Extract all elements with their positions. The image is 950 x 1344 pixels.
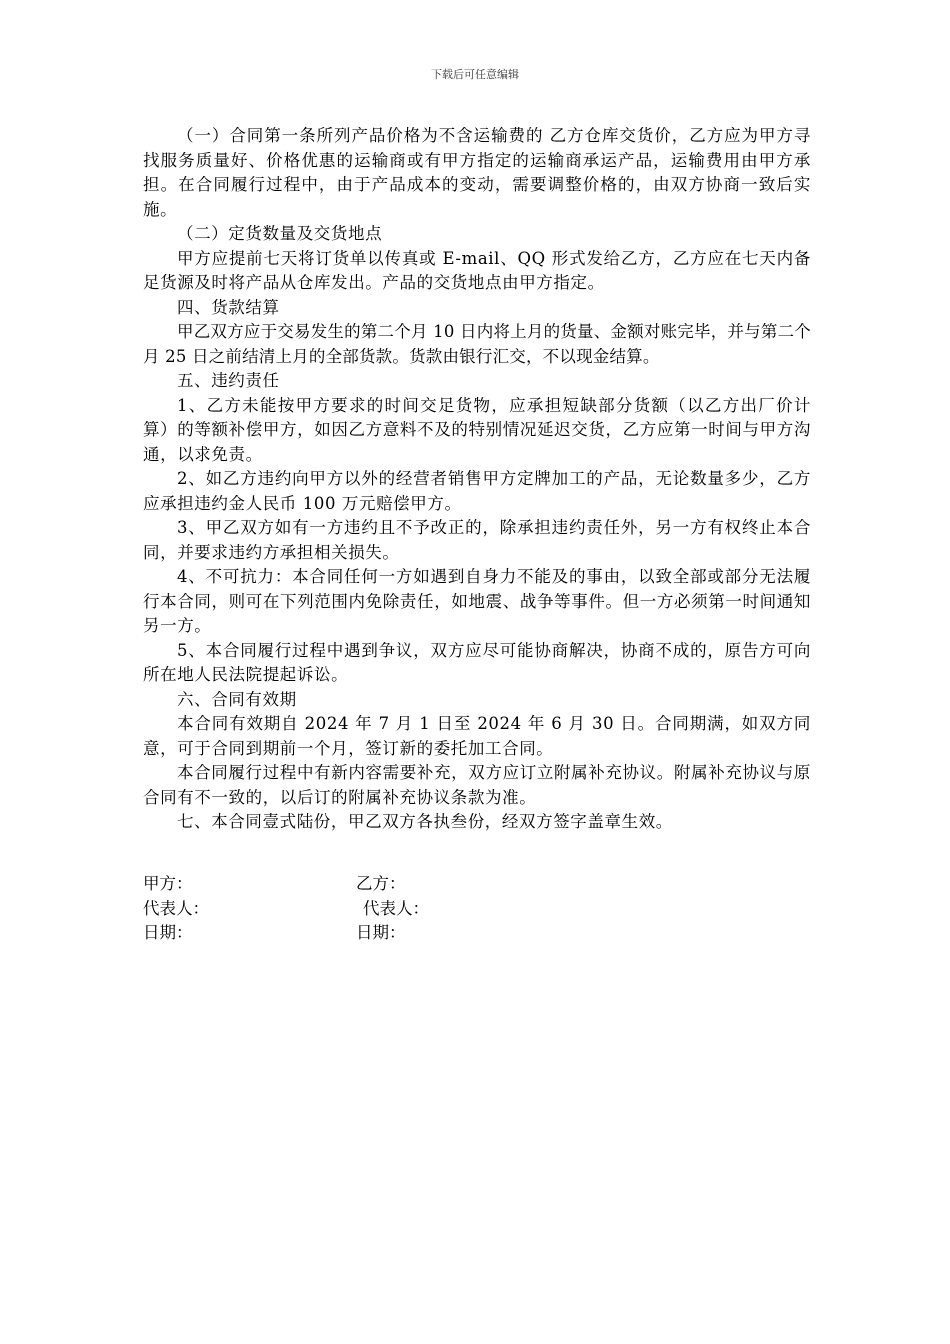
date-a-label: 日期： [143, 923, 193, 942]
date-b-label: 日期： [356, 923, 406, 942]
clause-copies: 七、本合同壹式陆份，甲乙双方各执叁份，经双方签字盖章生效。 [177, 812, 673, 831]
signature-row-date [143, 921, 811, 946]
clause-price: （一）合同第一条所列产品价格为不含运输费的 乙方仓库交货价，乙方应为甲方寻找服务质量好、价格优惠的运输商或有甲方指定的运输商承运产品，运输费用由甲方承担。在合同履行过程中，由于产品成本的变动，需要调整价格的，由双方协商一致后实施。 [143, 126, 811, 219]
header-note: 下载后可任意编辑 [431, 68, 519, 81]
clause-liability-4: 4、不可抗力：本合同任何一方如遇到自身力不能及的事由，以致全部或部分无法履行本合同，则可在下列范围内免除责任，如地震、战争等事件。但一方必须第一时间通知另一方。 [143, 567, 811, 635]
signature-row-party [143, 872, 811, 897]
clause-liability-1: 1、乙方未能按甲方要求的时间交足货物，应承担短缺部分货额（以乙方出厂价计算）的等额补偿甲方，如因乙方意料不及的特别情况延迟交货，乙方应第一时间与甲方沟通，以求免责。 [143, 395, 811, 464]
clause-order-delivery: 甲方应提前七天将订货单以传真或 E-mail、QQ 形式发给乙方，乙方应在七天内备足货源及时将产品从仓库发出。产品的交货地点由甲方指定。 [143, 248, 811, 292]
rep-b-label: 代表人： [363, 898, 429, 918]
heading-payment: 四、货款结算 [177, 297, 280, 317]
heading-validity: 六、合同有效期 [177, 689, 297, 709]
party-a-label: 甲方： [143, 874, 193, 893]
contract-body [143, 124, 811, 835]
clause-liability-5: 5、本合同履行过程中遇到争议，双方应尽可能协商解决，协商不成的，原告方可向所在地人民法院提起诉讼。 [143, 640, 811, 684]
rep-a-label: 代表人： [143, 898, 209, 918]
clause-supplement: 本合同履行过程中有新内容需要补充，双方应订立附属补充协议。附属补充协议与原合同有不一致的，以后订的附属补充协议条款为准。 [143, 763, 811, 807]
party-b-label: 乙方： [356, 874, 406, 893]
clause-validity: 本合同有效期自 2024 年 7 月 1 日至 2024 年 6 月 30 日。合同期满，如双方同意，可于合同到期前一个月，签订新的委托加工合同。 [143, 714, 811, 758]
heading-order-quantity: （二）定货数量及交货地点 [177, 224, 383, 243]
clause-payment: 甲乙双方应于交易发生的第二个月 10 日内将上月的货量、金额对账完毕，并与第二个月 25 日之前结清上月的全部货款。货款由银行汇交，不以现金结算。 [143, 322, 811, 366]
clause-liability-3: 3、甲乙双方如有一方违约且不予改正的，除承担违约责任外，另一方有权终止本合同，并要求违约方承担相关损失。 [143, 518, 811, 562]
clause-liability-2: 2、如乙方违约向甲方以外的经营者销售甲方定牌加工的产品，无论数量多少，乙方应承担违约金人民币 100 万元赔偿甲方。 [143, 469, 811, 513]
heading-liability: 五、违约责任 [177, 371, 280, 390]
signature-row-representative [143, 897, 811, 922]
signature-block [143, 872, 811, 946]
